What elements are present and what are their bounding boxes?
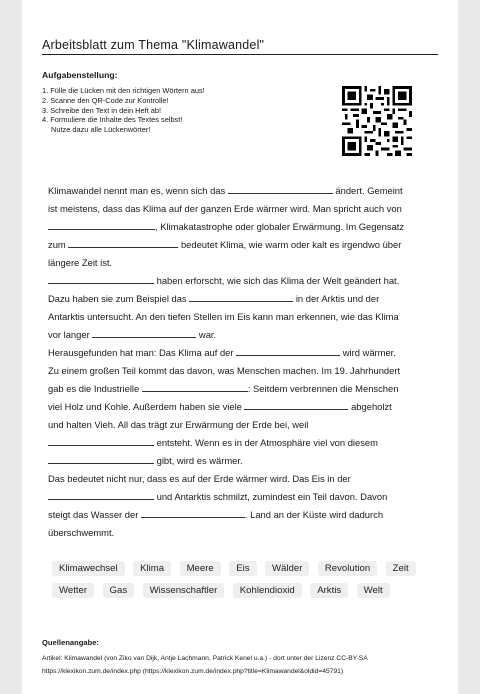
task-item: 4. Formuliere die Inhalte des Textes selbst!: [42, 115, 183, 125]
word-chip[interactable]: Meere: [180, 561, 221, 576]
word-chip[interactable]: Welt: [357, 583, 390, 598]
word-chip[interactable]: Wälder: [265, 561, 309, 576]
blank-field[interactable]: [244, 399, 348, 410]
text-line: zum bedeutet Klima, wie warm oder kalt es irgendwo über: [48, 239, 402, 250]
text-line: steigt das Wasser der . Land an der Küste wird dadurch: [48, 509, 384, 520]
worksheet-title: Arbeitsblatt zum Thema "Klimawandel": [42, 38, 438, 55]
blank-field[interactable]: [48, 453, 154, 464]
word-bank-row: [52, 558, 442, 580]
task-list: [42, 86, 205, 135]
worksheet-page: [22, 0, 458, 694]
word-chip[interactable]: Wissenschaftler: [143, 583, 225, 598]
text-line: und Antarktis schmilzt, zumindest ein Teil davon. Davon: [48, 488, 433, 506]
blank-field[interactable]: [142, 381, 248, 392]
text-line: gibt, wird es wärmer.: [48, 452, 433, 470]
blank-field[interactable]: [48, 489, 154, 500]
word-chip[interactable]: Arktis: [310, 583, 348, 598]
text-line: Das bedeutet nicht nur, dass es auf der Erde wärmer wird. Das Eis in der: [48, 473, 351, 484]
text-line: ist meistens, dass das Klima auf der ganzen Erde wärmer wird. Man spricht auch von: [48, 203, 402, 214]
word-chip[interactable]: Klima: [133, 561, 171, 576]
word-chip[interactable]: Revolution: [318, 561, 377, 576]
text-line: Dazu haben sie zum Beispiel das in der Arktis und der: [48, 293, 380, 304]
text-line: gab es die Industrielle : Seitdem verbrennen die Menschen: [48, 383, 399, 394]
cloze-text: [48, 182, 433, 542]
text-line: Herausgefunden hat man: Das Klima auf der wird wärmer.: [48, 347, 396, 358]
blank-field[interactable]: [189, 291, 293, 302]
text-line: Antarktis untersucht. An den tiefen Stellen im Eis kann man erkennen, wie das Klima: [48, 311, 399, 322]
word-chip[interactable]: Klimawechsel: [52, 561, 125, 576]
blank-field[interactable]: [68, 237, 178, 248]
blank-field[interactable]: [48, 435, 154, 446]
text-line: viel Holz und Kohle. Außerdem haben sie viele abgeholzt: [48, 401, 392, 412]
task-item: 2. Scanne den QR-Code zur Kontrolle!: [42, 95, 169, 105]
word-chip[interactable]: Kohlendioxid: [233, 583, 302, 598]
source-link[interactable]: https://klexikon.zum.de/index.php (https://klexikon.zum.de/index.php?title=Klimawandel&oldid=45791): [42, 668, 344, 675]
task-item: 1. Fülle die Lücken mit den richtigen Wörtern aus!: [42, 86, 205, 95]
text-line: vor langer war.: [48, 329, 217, 340]
text-line: längere Zeit ist.: [48, 257, 113, 268]
text-line: und halten Vieh. All das trägt zur Erwärmung der Erde bei, weil: [48, 419, 309, 430]
task-item: Nutze dazu alle Lückenwörter!: [51, 125, 151, 135]
text-line: Klimawandel nennt man es, wenn sich das ändert. Gemeint: [48, 185, 403, 196]
text-line: Zu einem großen Teil kommt das davon, was Menschen machen. Im 19. Jahrhundert: [48, 365, 401, 376]
text-line: entsteht. Wenn es in der Atmosphäre viel von diesem: [48, 434, 433, 452]
blank-field[interactable]: [48, 273, 154, 284]
blank-field[interactable]: [48, 219, 155, 230]
text-line: haben erforscht, wie sich das Klima der Welt geändert hat.: [48, 272, 433, 290]
blank-field[interactable]: [236, 345, 340, 356]
source-line: Artikel: Klimawandel (von Ziko van Dijk, Antje Lachmann, Patrick Kenel u.a.) - dort unter der Lizenz CC-BY-SA: [42, 655, 368, 662]
word-chip[interactable]: Zeit: [386, 561, 416, 576]
blank-field[interactable]: [141, 507, 245, 518]
word-bank: [52, 558, 442, 602]
word-chip[interactable]: Gas: [103, 583, 135, 598]
blank-field[interactable]: [228, 183, 333, 194]
task-heading: Aufgabenstellung:: [42, 70, 118, 80]
blank-field[interactable]: [92, 327, 196, 338]
text-line: überschwemmt.: [48, 527, 115, 538]
sources: [42, 652, 368, 678]
task-item: 3. Schreibe den Text in dein Heft ab!: [42, 105, 162, 115]
word-chip[interactable]: Eis: [229, 561, 256, 576]
text-line: , Klimakatastrophe oder globaler Erwärmung. Im Gegensatz: [48, 218, 433, 236]
qr-code-icon[interactable]: [342, 86, 412, 156]
sources-heading: Quellenangabe:: [42, 638, 99, 647]
word-bank-row: [52, 580, 442, 602]
word-chip[interactable]: Wetter: [52, 583, 94, 598]
